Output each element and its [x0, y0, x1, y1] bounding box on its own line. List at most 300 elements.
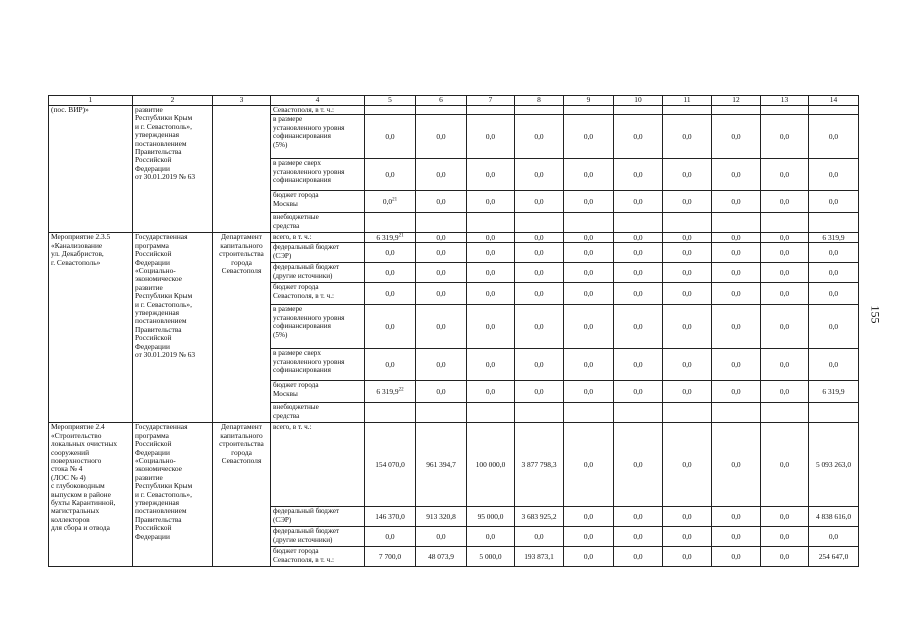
value-text: 0,0	[633, 321, 643, 331]
value-text: 0,0	[436, 359, 446, 369]
header-cell: 13	[761, 96, 809, 106]
value-cell	[515, 243, 564, 263]
value-cell	[761, 159, 809, 191]
value-cell	[614, 527, 663, 547]
value-text: 961 394,7	[426, 459, 456, 469]
value-cell	[365, 305, 416, 349]
value-text: 0,0	[682, 321, 692, 331]
value-cell	[564, 243, 614, 263]
value-text: 3 877 798,3	[521, 459, 557, 469]
header-cell: 9	[564, 96, 614, 106]
value-cell	[467, 213, 515, 233]
value-cell	[614, 115, 663, 159]
value-cell	[614, 283, 663, 305]
funding-source-cell: федеральный бюджет (другие источники)	[271, 527, 365, 547]
value-cell	[614, 233, 663, 243]
value-text: 0,0	[828, 247, 839, 257]
value-cell	[365, 507, 416, 527]
value-cell	[416, 305, 467, 349]
value-text: 0,0	[436, 321, 446, 331]
funding-source-cell: федеральный бюджет (другие источники)	[271, 263, 365, 283]
value-text: 0,0	[534, 288, 544, 298]
value-cell	[809, 159, 859, 191]
value-cell	[365, 243, 416, 263]
value-text: 0,0	[828, 321, 839, 331]
value-text: 0,0	[382, 196, 393, 206]
value-text: 0,0	[583, 386, 594, 396]
value-cell	[712, 283, 761, 305]
value-cell	[467, 423, 515, 507]
value-cell	[614, 263, 663, 283]
activity-name-cell: (пос. ВИР)»	[49, 106, 133, 233]
value-text: 0,0	[779, 321, 790, 331]
value-cell	[365, 106, 416, 115]
value-cell	[712, 243, 761, 263]
value-cell	[365, 527, 416, 547]
value-text: 0,0	[731, 359, 741, 369]
footnote-mark: 21	[392, 197, 398, 203]
value-text: 0,0	[583, 169, 594, 179]
header-cell: 1	[49, 96, 133, 106]
value-text: 0,0	[385, 169, 395, 179]
value-text: 0,0	[828, 359, 839, 369]
value-text: 0,0	[633, 459, 643, 469]
value-cell	[467, 263, 515, 283]
value-text: 0,0	[633, 531, 643, 541]
value-cell	[515, 115, 564, 159]
value-text: 0,0	[731, 321, 741, 331]
value-text: 0,0	[682, 386, 692, 396]
value-text: 0,0	[682, 359, 692, 369]
funding-source-cell: бюджет города Москвы	[271, 381, 365, 403]
value-text: 0,0	[485, 169, 496, 179]
value-cell	[416, 263, 467, 283]
value-cell	[761, 233, 809, 243]
value-text: 0,0	[436, 267, 446, 277]
funding-source-cell: федеральный бюджет (СЭР)	[271, 243, 365, 263]
value-text: 146 370,0	[375, 511, 405, 521]
value-cell	[416, 191, 467, 213]
funding-source-cell: в размере сверх установленного уровня софинансирования	[271, 159, 365, 191]
value-text: 0,0	[682, 459, 692, 469]
activity-name-cell: Мероприятие 2.3.5 «Канализование ул. Декабристов, г. Севастополь»	[49, 233, 133, 423]
value-cell	[761, 243, 809, 263]
value-cell	[809, 403, 859, 423]
value-cell	[663, 423, 712, 507]
value-cell	[515, 233, 564, 243]
value-cell	[416, 106, 467, 115]
value-cell	[365, 381, 416, 403]
value-cell	[614, 191, 663, 213]
value-cell	[614, 159, 663, 191]
value-cell	[712, 507, 761, 527]
value-text: 0,0	[485, 232, 496, 242]
value-text: 0,0	[633, 386, 643, 396]
value-text: 0,0	[828, 288, 839, 298]
value-text: 0,0	[731, 196, 741, 206]
value-text: 0,0	[436, 169, 446, 179]
value-cell	[365, 547, 416, 567]
value-cell	[809, 191, 859, 213]
value-cell	[761, 213, 809, 233]
value-text: 0,0	[682, 511, 692, 521]
value-cell	[663, 403, 712, 423]
value-text: 254 647,0	[818, 551, 849, 561]
value-cell	[761, 403, 809, 423]
value-text: 0,0	[583, 321, 594, 331]
value-cell	[712, 305, 761, 349]
value-text: 0,0	[731, 288, 741, 298]
value-cell	[515, 191, 564, 213]
value-text: 0,0	[485, 321, 496, 331]
value-text: 0,0	[534, 196, 544, 206]
value-text: 6 319,9	[376, 386, 399, 396]
value-cell	[416, 115, 467, 159]
value-cell	[564, 381, 614, 403]
value-text: 0,0	[485, 359, 496, 369]
value-text: 0,0	[534, 247, 544, 257]
value-text: 0,0	[633, 247, 643, 257]
header-cell: 6	[416, 96, 467, 106]
table-row	[49, 423, 859, 507]
value-text: 0,0	[534, 321, 544, 331]
value-cell	[515, 507, 564, 527]
value-cell	[365, 159, 416, 191]
value-cell	[564, 527, 614, 547]
value-cell	[515, 159, 564, 191]
executor-cell	[213, 106, 271, 233]
value-text: 0,0	[633, 267, 643, 277]
value-text: 0,0	[485, 267, 496, 277]
table-row	[49, 106, 859, 115]
value-text: 0,0	[583, 511, 594, 521]
funding-source-cell: всего, в т. ч.:	[271, 423, 365, 507]
value-cell	[761, 305, 809, 349]
value-text: 0,0	[583, 131, 594, 141]
value-text: 0,0	[583, 232, 594, 242]
value-cell	[467, 233, 515, 243]
value-cell	[515, 423, 564, 507]
value-cell	[416, 403, 467, 423]
value-cell	[809, 233, 859, 243]
funding-source-cell: внебюджетные средства	[271, 403, 365, 423]
value-cell	[416, 233, 467, 243]
value-cell	[614, 381, 663, 403]
value-text: 0,0	[534, 386, 544, 396]
value-cell	[761, 349, 809, 381]
value-cell	[761, 106, 809, 115]
value-text: 0,0	[682, 131, 692, 141]
value-cell	[416, 423, 467, 507]
value-cell	[663, 159, 712, 191]
value-cell	[614, 423, 663, 507]
value-cell	[416, 213, 467, 233]
value-text: 0,0	[436, 196, 446, 206]
value-text: 0,0	[485, 386, 496, 396]
footnote-mark: 21	[398, 233, 404, 239]
footnote-mark: 22	[398, 387, 404, 393]
value-cell	[515, 213, 564, 233]
value-cell	[663, 191, 712, 213]
value-text: 0,0	[385, 359, 395, 369]
value-cell	[809, 106, 859, 115]
value-text: 0,0	[779, 267, 790, 277]
value-text: 0,0	[682, 288, 692, 298]
value-text: 0,0	[779, 551, 790, 561]
program-cell: развитие Республики Крым и г. Севастополь», утвержденная постановлением Правительства Российской Федерации от 30.01.2019 № 63	[133, 106, 213, 233]
funding-source-cell: в размере сверх установленного уровня софинансирования	[271, 349, 365, 381]
value-text: 0,0	[779, 232, 790, 242]
value-cell	[467, 283, 515, 305]
value-cell	[564, 349, 614, 381]
value-cell	[416, 349, 467, 381]
value-cell	[564, 423, 614, 507]
value-text: 0,0	[633, 288, 643, 298]
funding-source-cell: бюджет города Москвы	[271, 191, 365, 213]
value-cell	[712, 527, 761, 547]
value-cell	[614, 507, 663, 527]
value-cell	[614, 305, 663, 349]
value-cell	[515, 305, 564, 349]
value-cell	[663, 507, 712, 527]
value-cell	[515, 106, 564, 115]
value-text: 0,0	[485, 247, 496, 257]
value-text: 0,0	[534, 531, 544, 541]
value-text: 5 000,0	[479, 551, 502, 561]
value-cell	[467, 115, 515, 159]
value-cell	[761, 115, 809, 159]
value-text: 100 000,0	[475, 459, 506, 469]
value-cell	[761, 423, 809, 507]
value-text: 0,0	[731, 386, 741, 396]
value-cell	[809, 527, 859, 547]
value-text: 0,0	[779, 531, 790, 541]
value-cell	[712, 233, 761, 243]
value-cell	[515, 283, 564, 305]
value-cell	[712, 106, 761, 115]
value-text: 6 319,9	[822, 232, 845, 242]
value-text: 6 319,9	[376, 232, 399, 242]
program-cell: Государственная программа Российской Федерации «Социально- экономическое развитие Республики Крым и г. Севастополь», утвержденная постановлением Правительства Российской Федерации от 30.01.2019 № 63	[133, 233, 213, 423]
value-cell	[467, 305, 515, 349]
value-text: 0,0	[731, 247, 741, 257]
value-text: 0,0	[682, 551, 692, 561]
value-cell	[712, 263, 761, 283]
header-row	[49, 96, 859, 106]
value-cell	[515, 403, 564, 423]
value-cell	[564, 233, 614, 243]
funding-source-cell: всего, в т. ч.:	[271, 233, 365, 243]
value-cell	[564, 305, 614, 349]
budget-table	[48, 95, 859, 567]
value-cell	[416, 159, 467, 191]
value-cell	[761, 507, 809, 527]
value-text: 0,0	[633, 232, 643, 242]
value-cell	[614, 547, 663, 567]
value-text: 0,0	[534, 359, 544, 369]
value-text: 0,0	[731, 169, 741, 179]
value-cell	[663, 305, 712, 349]
value-text: 0,0	[633, 196, 643, 206]
header-cell: 4	[271, 96, 365, 106]
value-text: 0,0	[828, 196, 839, 206]
value-cell	[809, 263, 859, 283]
value-text: 0,0	[583, 247, 594, 257]
value-cell	[712, 547, 761, 567]
value-cell	[467, 527, 515, 547]
value-cell	[614, 213, 663, 233]
value-text: 0,0	[828, 169, 839, 179]
value-text: 0,0	[731, 531, 741, 541]
value-text: 0,0	[779, 511, 790, 521]
value-text: 0,0	[633, 511, 643, 521]
value-text: 0,0	[779, 459, 790, 469]
value-cell	[663, 243, 712, 263]
value-text: 0,0	[385, 131, 395, 141]
value-cell	[614, 349, 663, 381]
value-cell	[365, 423, 416, 507]
value-text: 0,0	[731, 459, 741, 469]
value-cell	[712, 213, 761, 233]
value-cell	[564, 547, 614, 567]
value-cell	[809, 115, 859, 159]
value-text: 0,0	[779, 131, 790, 141]
value-cell	[467, 106, 515, 115]
value-text: 0,0	[779, 247, 790, 257]
value-text: 0,0	[534, 131, 544, 141]
value-cell	[365, 283, 416, 305]
value-cell	[564, 213, 614, 233]
value-cell	[365, 213, 416, 233]
value-text: 0,0	[385, 267, 395, 277]
value-text: 0,0	[682, 267, 692, 277]
executor-cell: Департамент капитального строительства города Севастополя	[213, 423, 271, 567]
value-text: 0,0	[385, 321, 395, 331]
value-cell	[564, 403, 614, 423]
value-text: 0,0	[779, 359, 790, 369]
value-text: 5 093 263,0	[815, 459, 852, 469]
value-text: 0,0	[731, 131, 741, 141]
value-cell	[663, 263, 712, 283]
value-text: 0,0	[731, 551, 741, 561]
funding-source-cell: внебюджетные средства	[271, 213, 365, 233]
value-text: 0,0	[436, 531, 446, 541]
value-cell	[712, 403, 761, 423]
value-cell	[564, 283, 614, 305]
value-text: 0,0	[682, 531, 692, 541]
value-cell	[712, 115, 761, 159]
value-cell	[809, 547, 859, 567]
header-cell: 3	[213, 96, 271, 106]
program-cell: Государственная программа Российской Федерации «Социально- экономическое развитие Республики Крым и г. Севастополь», утвержденная постановлением Правительства Российской Федерации	[133, 423, 213, 567]
value-cell	[365, 233, 416, 243]
value-text: 0,0	[583, 359, 594, 369]
value-cell	[663, 381, 712, 403]
value-cell	[614, 403, 663, 423]
value-cell	[761, 547, 809, 567]
value-text: 0,0	[779, 169, 790, 179]
header-cell: 5	[365, 96, 416, 106]
value-text: 0,0	[485, 196, 496, 206]
value-cell	[663, 527, 712, 547]
value-cell	[663, 349, 712, 381]
value-cell	[809, 243, 859, 263]
value-cell	[614, 106, 663, 115]
value-cell	[712, 159, 761, 191]
value-cell	[564, 115, 614, 159]
value-text: 4 838 616,0	[815, 511, 852, 521]
value-text: 0,0	[731, 511, 741, 521]
value-text: 0,0	[385, 288, 395, 298]
value-cell	[416, 527, 467, 547]
header-cell: 10	[614, 96, 663, 106]
table-row	[49, 233, 859, 243]
value-cell	[467, 403, 515, 423]
value-text: 0,0	[583, 459, 594, 469]
header-cell: 7	[467, 96, 515, 106]
value-cell	[416, 547, 467, 567]
value-text: 154 070,0	[375, 459, 405, 469]
value-cell	[564, 263, 614, 283]
value-text: 3 683 925,2	[521, 511, 557, 521]
value-cell	[663, 115, 712, 159]
value-cell	[416, 243, 467, 263]
value-text: 0,0	[534, 232, 544, 242]
value-cell	[809, 381, 859, 403]
value-cell	[761, 283, 809, 305]
value-text: 0,0	[534, 169, 544, 179]
value-cell	[467, 507, 515, 527]
value-cell	[712, 381, 761, 403]
funding-source-cell: в размере установленного уровня софинансирования (5%)	[271, 115, 365, 159]
funding-source-cell: бюджет города Севастополя, в т. ч.:	[271, 547, 365, 567]
value-text: 0,0	[534, 267, 544, 277]
value-cell	[761, 191, 809, 213]
value-text: 0,0	[385, 247, 395, 257]
header-cell: 12	[712, 96, 761, 106]
value-cell	[564, 507, 614, 527]
value-cell	[515, 381, 564, 403]
value-text: 0,0	[682, 169, 692, 179]
value-text: 0,0	[682, 232, 692, 242]
header-cell: 2	[133, 96, 213, 106]
value-cell	[663, 547, 712, 567]
funding-source-cell: федеральный бюджет (СЭР)	[271, 507, 365, 527]
value-cell	[467, 243, 515, 263]
value-cell	[365, 263, 416, 283]
value-text: 0,0	[779, 288, 790, 298]
value-cell	[663, 213, 712, 233]
header-cell: 8	[515, 96, 564, 106]
page-number: 155	[868, 305, 883, 324]
value-cell	[761, 381, 809, 403]
value-cell	[467, 159, 515, 191]
value-text: 0,0	[779, 386, 790, 396]
value-text: 913 320,8	[426, 511, 456, 521]
value-text: 0,0	[828, 131, 839, 141]
value-cell	[809, 213, 859, 233]
value-cell	[564, 106, 614, 115]
value-cell	[663, 283, 712, 305]
value-text: 0,0	[485, 288, 496, 298]
value-text: 0,0	[633, 169, 643, 179]
value-cell	[416, 507, 467, 527]
value-cell	[564, 159, 614, 191]
value-cell	[365, 349, 416, 381]
value-text: 0,0	[485, 531, 496, 541]
value-cell	[515, 349, 564, 381]
header-cell: 11	[663, 96, 712, 106]
